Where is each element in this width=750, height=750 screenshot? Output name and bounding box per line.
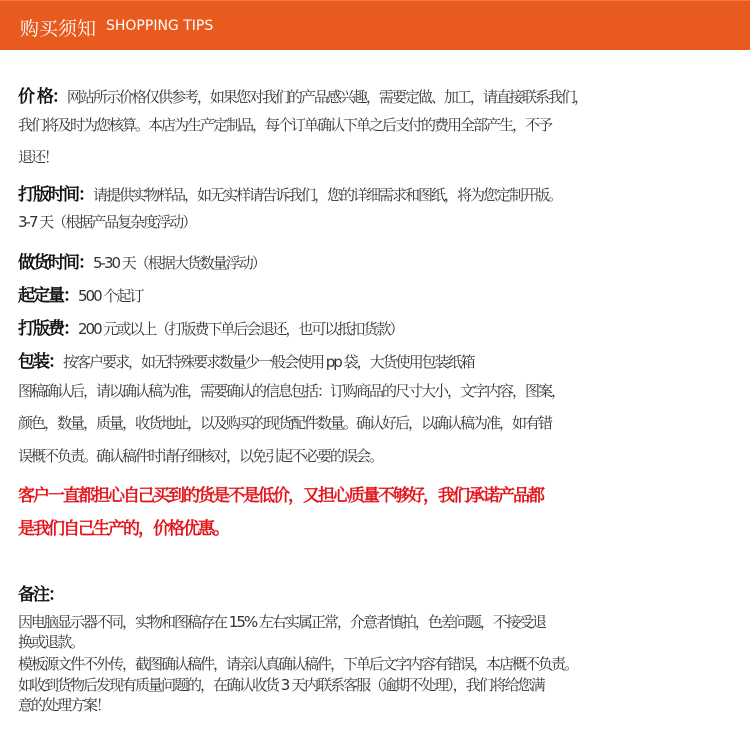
packaging-label: 包装： <box>18 352 63 372</box>
notes-line-2: 换或退款。 <box>18 633 84 651</box>
moq-line <box>18 281 740 306</box>
header-title-en: SHOPPING TIPS <box>106 18 214 34</box>
notes-line-5: 意的处理方案！ <box>18 696 110 714</box>
price-label: 价 格： <box>18 87 67 107</box>
notes-heading <box>18 580 740 605</box>
packaging-line-1 <box>18 347 740 372</box>
sample-time-label: 打版时间： <box>18 185 93 205</box>
price-line-3: 退还！ <box>18 148 58 166</box>
packaging-text-1: 按客户要求，如无特殊要求数量少一般会使用 pp 袋，大货使用包装纸箱 <box>63 353 474 371</box>
production-time-line <box>18 248 740 273</box>
header-title-cn: 购买须知 <box>20 18 97 40</box>
price-line-1 <box>18 82 740 107</box>
packaging-line-3: 颜色，数量，质量，收货地址，以及购买的现货配件数量。确认好后，以确认稿为准，如有错 <box>18 414 552 432</box>
production-time-label: 做货时间： <box>18 253 93 273</box>
sample-time-text-1: 请提供实物样品，如无实样请告诉我们，您的详细需求和图纸，将为您定制开版。 <box>93 186 562 204</box>
promise-line-1: 客户一直都担心自己买到的货是不是低价，又担心质量不够好，我们承诺产品都 <box>18 486 543 506</box>
notes-line-3: 模板源文件不外传，截图确认稿件，请亲认真确认稿件，下单后文字内容有错误，本店概不负责。 <box>18 655 578 673</box>
header-bar <box>0 0 750 50</box>
promise-line-2: 是我们自己生产的，价格优惠。 <box>18 519 228 539</box>
sample-fee-text: 200 元或以上（打版费下单后会退还，也可以抵扣货款） <box>78 320 403 338</box>
sample-fee-label: 打版费： <box>18 319 78 339</box>
sample-time-line-1 <box>18 180 740 205</box>
production-time-text: 5-30 天（根据大货数量浮动） <box>93 254 265 272</box>
sample-fee-line <box>18 314 740 339</box>
packaging-line-4: 误概不负责。确认稿件时请仔细核对，以免引起不必要的误会。 <box>18 447 383 465</box>
moq-text: 500 个起订 <box>78 287 143 305</box>
moq-label: 起定量： <box>18 286 78 306</box>
price-line-2: 我们将及时为您核算。本店为生产定制品，每个订单确认下单之后支付的费用全部产生，不予 <box>18 116 552 134</box>
packaging-line-2: 图稿确认后，请以确认稿为准，需要确认的信息包括：订购商品的尺寸大小，文字内容，图案， <box>18 382 565 400</box>
notes-label: 备注： <box>18 585 63 605</box>
notes-line-4: 如收到货物后发现有质量问题的，在确认收货 3 天内联系客服（逾期不处理），我们将给您满 <box>18 676 544 694</box>
sample-time-line-2: 3-7 天（根据产品复杂度浮动） <box>18 213 196 231</box>
price-text-1: 网站所示价格仅供参考，如果您对我们的产品感兴趣，需要定做、加工，请直接联系我们， <box>66 88 587 106</box>
notes-line-1: 因电脑显示器不同，实物和图稿存在 15% 左右实属正常，介意者慎拍，色差问题，不接受退 <box>18 613 545 631</box>
